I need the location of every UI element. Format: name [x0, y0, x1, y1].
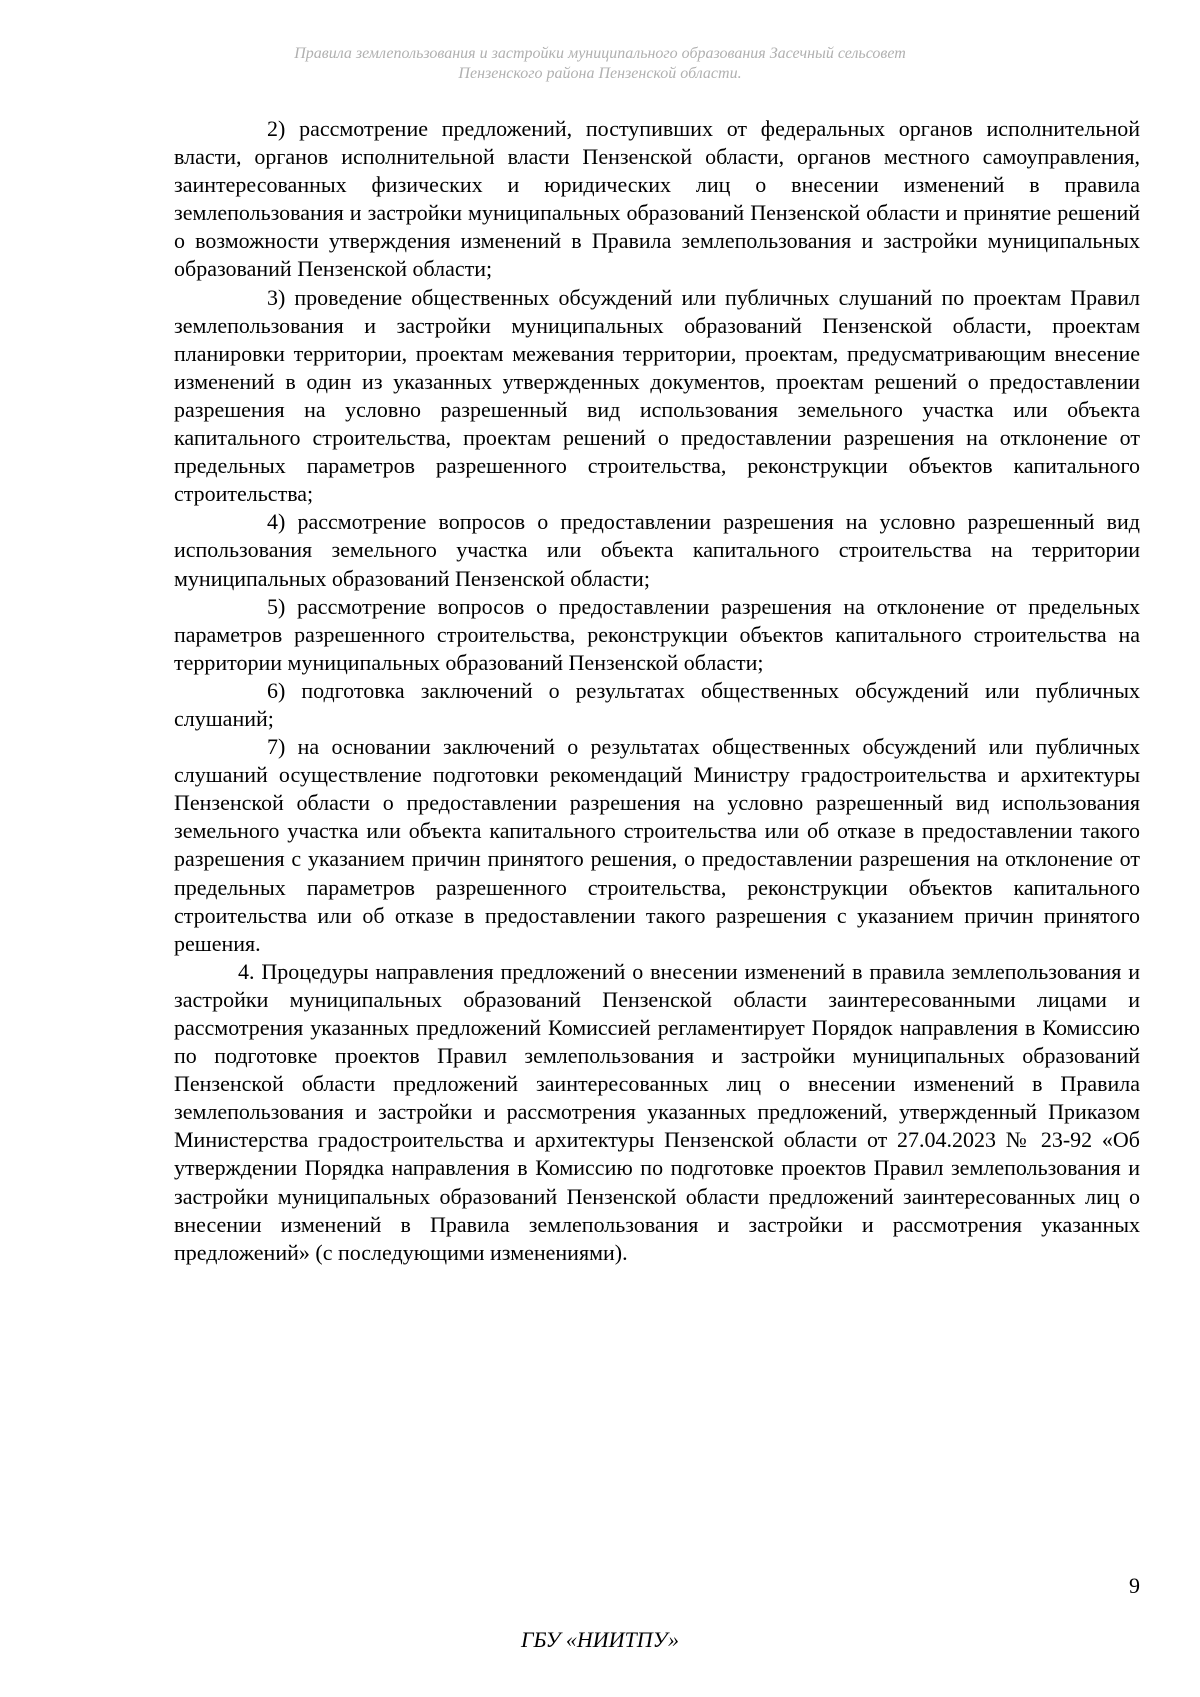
paragraph-section-4: 4. Процедуры направления предложений о внесении изменений в правила землепользования и застройки муниципальных образований Пензенской области заинтересованными лицами и рассмотрения указанных предложений Комиссией регламентирует Порядок направления в Комиссию по подготовке проектов Правил землепользования и застройки муниципальных образований Пензенской области предложений заинтересованных лиц о внесении изменений в Правила землепользования и застройки и рассмотрения указанных предложений, утвержденный Приказом Министерства градостроительства и архитектуры Пензенской области от 27.04.2023 № 23-92 «Об утверждении Порядка направления в Комиссию по подготовке проектов Правил землепользования и застройки муниципальных образований Пензенской области предложений заинтересованных лиц о внесении изменений в Правила землепользования и застройки и рассмотрения указанных предложений» (с последующими изменениями).: [174, 958, 1140, 1265]
running-header: [0, 44, 1200, 84]
paragraph-item-6: 6) подготовка заключений о результатах общественных обсуждений или публичных слушаний;: [174, 677, 1140, 731]
running-header-line-2: Пензенского района Пензенской области.: [458, 65, 742, 82]
page-number: 9: [1129, 1573, 1140, 1598]
paragraph-item-7: 7) на основании заключений о результатах общественных обсуждений или публичных слушаний осуществление подготовки рекомендаций Министру градостроительства и архитектуры Пензенской области о предоставлении разрешения на условно разрешенный вид использования земельного участка или объекта капитального строительства или об отказе в предоставлении такого разрешения с указанием причин принятого решения, о предоставлении разрешения на отклонение от предельных параметров разрешенного строительства, реконструкции объектов капитального строительства или об отказе в предоставлении такого разрешения с указанием причин принятого решения.: [174, 734, 1140, 956]
paragraph-item-4: 4) рассмотрение вопросов о предоставлении разрешения на условно разрешенный вид использования земельного участка или объекта капитального строительства на территории муниципальных образований Пензенской области;: [174, 509, 1140, 591]
page-footer: ГБУ «НИИТПУ»: [520, 1627, 680, 1652]
document-body: [174, 115, 1140, 1267]
running-header-line-1: Правила землепользования и застройки муниципального образования Засечный сельсовет: [294, 45, 906, 62]
paragraph-item-3: 3) проведение общественных обсуждений или публичных слушаний по проектам Правил землепользования и застройки муниципальных образований Пензенской области, проектам планировки территории, проектам межевания территории, проектам, предусматривающим внесение изменений в один из указанных утвержденных документов, проектам решений о предоставлении разрешения на условно разрешенный вид использования земельного участка или объекта капитального строительства, проектам решений о предоставлении разрешения на отклонение от предельных параметров разрешенного строительства, реконструкции объектов капитального строительства;: [174, 284, 1140, 507]
paragraph-item-5: 5) рассмотрение вопросов о предоставлении разрешения на отклонение от предельных параметров разрешенного строительства, реконструкции объектов капитального строительства на территории муниципальных образований Пензенской области;: [174, 593, 1140, 675]
paragraph-item-2: 2) рассмотрение предложений, поступивших от федеральных органов исполнительной власти, органов исполнительной власти Пензенской области, органов местного самоуправления, заинтересованных физических и юридических лиц о внесении изменений в правила землепользования и застройки муниципальных образований Пензенской области и принятие решений о возможности утверждения изменений в Правила землепользования и застройки муниципальных образований Пензенской области;: [174, 116, 1140, 282]
